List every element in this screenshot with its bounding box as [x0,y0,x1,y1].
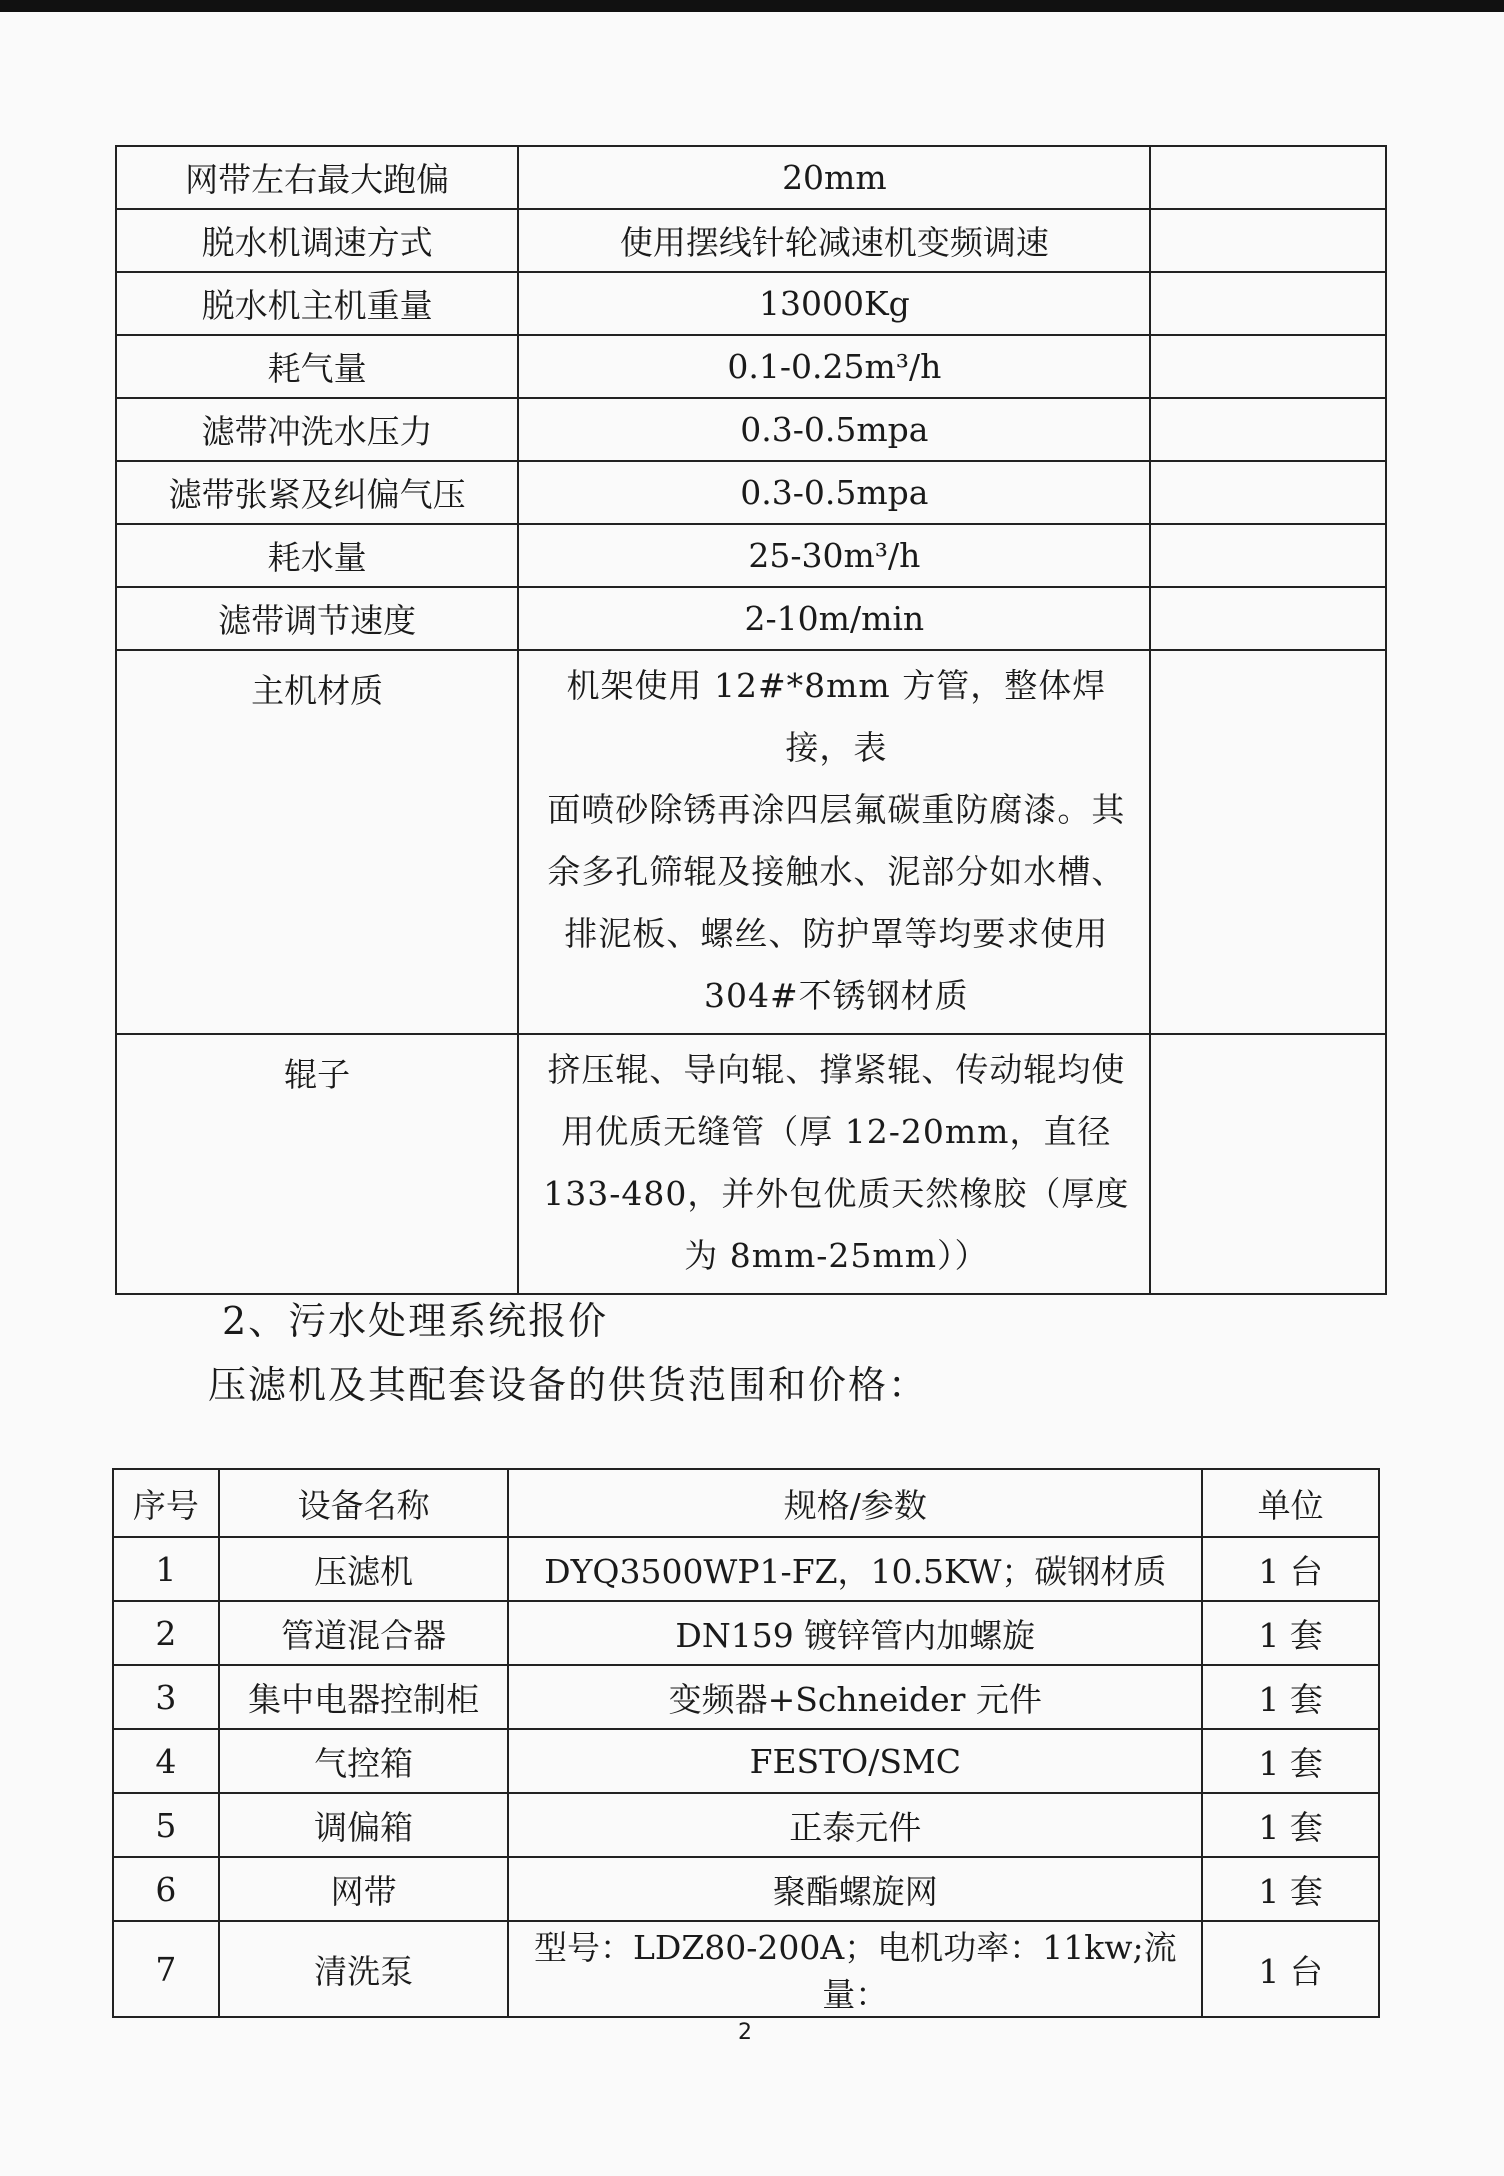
spec-cell: FESTO/SMC [508,1729,1202,1793]
no-cell: 6 [113,1857,219,1921]
table-row [116,146,1386,209]
header-no: 序号 [113,1469,219,1537]
table-row [116,524,1386,587]
table-row [116,272,1386,335]
param-cell: 辊子 [116,1034,518,1294]
section-title: 2、污水处理系统报价 [222,1299,609,1343]
param-cell: 脱水机主机重量 [116,272,518,335]
unit-cell: 1 套 [1202,1601,1379,1665]
spec-cell: 聚酯螺旋网 [508,1857,1202,1921]
no-cell: 5 [113,1793,219,1857]
spec-cell: 变频器+Schneider 元件 [508,1665,1202,1729]
remark-cell [1150,650,1386,1034]
unit-cell: 1 台 [1202,1921,1379,2017]
name-cell: 管道混合器 [219,1601,508,1665]
remark-cell [1150,272,1386,335]
no-cell: 4 [113,1729,219,1793]
header-unit: 单位 [1202,1469,1379,1537]
param-cell: 滤带张紧及纠偏气压 [116,461,518,524]
name-cell: 气控箱 [219,1729,508,1793]
param-cell: 主机材质 [116,650,518,1034]
table-row-rollers [116,1034,1386,1294]
no-cell: 3 [113,1665,219,1729]
text-line: 排泥板、螺丝、防护罩等均要求使用 [564,914,1109,953]
value-cell: 0.3-0.5mpa [518,398,1150,461]
table-row [116,398,1386,461]
value-cell: 0.3-0.5mpa [518,461,1150,524]
no-cell: 1 [113,1537,219,1601]
text-line: 面喷砂除锈再涂四层氟碳重防腐漆。其 [547,790,1126,829]
unit-cell: 1 套 [1202,1729,1379,1793]
table-row [113,1665,1379,1729]
table-row [116,335,1386,398]
table-row [116,209,1386,272]
page-number: 2 [738,2020,752,2045]
value-cell: 20mm [518,146,1150,209]
param-cell: 耗气量 [116,335,518,398]
header-spec: 规格/参数 [508,1469,1202,1537]
spec-cell: 正泰元件 [508,1793,1202,1857]
value-cell: 0.1-0.25m³/h [518,335,1150,398]
table-row [113,1857,1379,1921]
value-cell: 使用摆线针轮减速机变频调速 [518,209,1150,272]
material-description [518,650,1150,1034]
text-line: 为 8mm-25mm）） [684,1236,989,1275]
text-line: 用优质无缝管（厚 12-20mm，直径 [561,1112,1112,1151]
section-subtitle: 压滤机及其配套设备的供货范围和价格： [208,1363,929,1407]
name-cell: 压滤机 [219,1537,508,1601]
no-cell: 7 [113,1921,219,2017]
scan-top-edge [0,0,1504,12]
spec-cell: 型号：LDZ80-200A；电机功率：11kw;流量： [508,1921,1202,2017]
no-cell: 2 [113,1601,219,1665]
name-cell: 清洗泵 [219,1921,508,2017]
value-cell: 25-30m³/h [518,524,1150,587]
table-row-material [116,650,1386,1034]
text-line: 挤压辊、导向辊、撑紧辊、传动辊均使 [547,1050,1126,1089]
spec-cell: DN159 镀锌管内加螺旋 [508,1601,1202,1665]
text-line: 304#不锈钢材质 [704,976,969,1015]
rollers-description [518,1034,1150,1294]
table-row [113,1729,1379,1793]
remark-cell [1150,587,1386,650]
table-header-row [113,1469,1379,1537]
table-row [113,1601,1379,1665]
remark-cell [1150,1034,1386,1294]
unit-cell: 1 套 [1202,1665,1379,1729]
param-cell: 滤带调节速度 [116,587,518,650]
table-row [113,1537,1379,1601]
value-cell: 13000Kg [518,272,1150,335]
remark-cell [1150,209,1386,272]
param-cell: 脱水机调速方式 [116,209,518,272]
value-cell: 2-10m/min [518,587,1150,650]
text-line: 机架使用 12#*8mm 方管，整体焊接，表 [566,666,1107,767]
table-row [116,587,1386,650]
table-row [113,1921,1379,2017]
remark-cell [1150,335,1386,398]
remark-cell [1150,461,1386,524]
remark-cell [1150,146,1386,209]
quote-table [112,1468,1380,2018]
unit-cell: 1 台 [1202,1537,1379,1601]
param-cell: 滤带冲洗水压力 [116,398,518,461]
param-cell: 耗水量 [116,524,518,587]
name-cell: 调偏箱 [219,1793,508,1857]
remark-cell [1150,524,1386,587]
table-row [113,1793,1379,1857]
remark-cell [1150,398,1386,461]
table-row [116,461,1386,524]
name-cell: 集中电器控制柜 [219,1665,508,1729]
text-line: 余多孔筛辊及接触水、泥部分如水槽、 [547,852,1126,891]
unit-cell: 1 套 [1202,1857,1379,1921]
name-cell: 网带 [219,1857,508,1921]
text-line: 133-480，并外包优质天然橡胶（厚度 [543,1174,1130,1213]
spec-cell: DYQ3500WP1-FZ，10.5KW；碳钢材质 [508,1537,1202,1601]
header-name: 设备名称 [219,1469,508,1537]
spec-table [115,145,1387,1295]
unit-cell: 1 套 [1202,1793,1379,1857]
param-cell: 网带左右最大跑偏 [116,146,518,209]
